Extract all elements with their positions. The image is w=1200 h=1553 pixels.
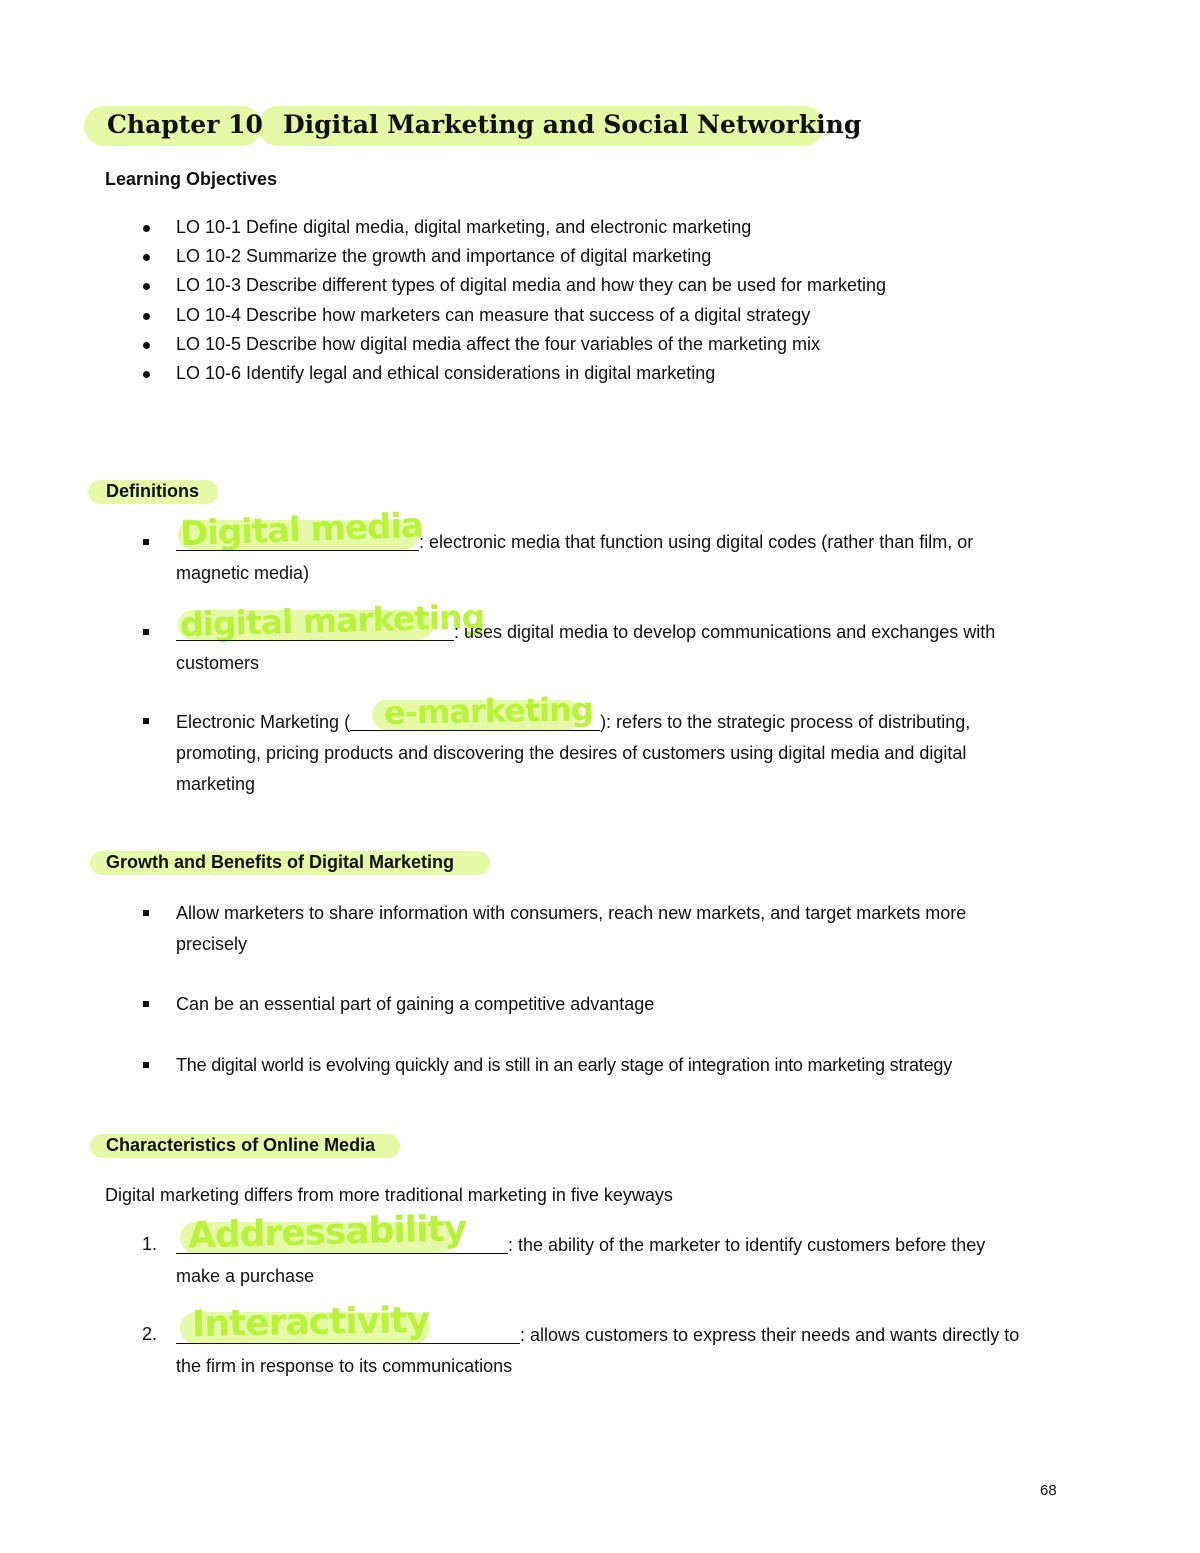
- definition-text: Electronic Marketing ( ): refers to the strategic process of distributing, promoting, pricing products and discovering the desires of customers using digital media and digital marketing: [176, 712, 971, 794]
- chapter-number: Chapter 10: [107, 110, 263, 139]
- learning-objectives-list: [140, 213, 886, 388]
- page-number: 68: [1040, 1482, 1057, 1499]
- bullet-square: [143, 910, 149, 916]
- handwritten-answer: Interactivity: [191, 1299, 430, 1346]
- characteristic-text: : allows customers to express their needs and wants directly to the firm in response to its communications: [176, 1325, 1020, 1376]
- fill-in-blank: [176, 620, 454, 641]
- growth-item: Allow marketers to share information with consumers, reach new markets, and target markets more precisely: [176, 903, 967, 954]
- bullet-square: [143, 1062, 149, 1068]
- handwritten-answer: Addressability: [187, 1208, 467, 1257]
- fill-in-blank: [176, 1233, 508, 1254]
- list-item: LO 10-4 Describe how marketers can measure that success of a digital strategy: [140, 301, 886, 330]
- list-item: LO 10-6 Identify legal and ethical considerations in digital marketing: [140, 359, 886, 388]
- list-item: LO 10-2 Summarize the growth and importance of digital marketing: [140, 242, 886, 271]
- bullet-square: [143, 539, 149, 545]
- handwritten-answer: Digital media: [179, 505, 424, 555]
- fill-in-blank: [176, 530, 419, 551]
- bullet-square: [143, 1001, 149, 1007]
- handwritten-answer: e-marketing: [383, 690, 594, 732]
- list-number: 2.: [142, 1324, 158, 1344]
- chapter-title: Digital Marketing and Social Networking: [283, 110, 862, 139]
- bullet-square: [143, 718, 149, 724]
- list-item: LO 10-1 Define digital media, digital marketing, and electronic marketing: [140, 213, 886, 242]
- growth-item: Can be an essential part of gaining a competitive advantage: [176, 994, 655, 1014]
- fill-in-blank: [350, 710, 600, 731]
- growth-item: The digital world is evolving quickly and is still in an early stage of integration into marketing strategy: [176, 1055, 952, 1075]
- characteristics-heading: Characteristics of Online Media: [106, 1135, 376, 1155]
- handwritten-answer: digital marketing: [179, 597, 485, 644]
- list-item: LO 10-3 Describe different types of digital media and how they can be used for marketing: [140, 271, 886, 300]
- definitions-heading: Definitions: [106, 481, 199, 501]
- definition-text: : uses digital media to develop communications and exchanges with customers: [176, 622, 996, 673]
- list-number: 1.: [142, 1234, 158, 1254]
- growth-heading: Growth and Benefits of Digital Marketing: [106, 852, 455, 872]
- characteristic-text: : the ability of the marketer to identify customers before they make a purchase: [176, 1235, 986, 1286]
- bullet-square: [143, 629, 149, 635]
- learning-objectives-heading: Learning Objectives: [105, 169, 278, 189]
- list-item: LO 10-5 Describe how digital media affect the four variables of the marketing mix: [140, 330, 886, 359]
- definition-text: : electronic media that function using digital codes (rather than film, or magnetic media): [176, 532, 974, 583]
- characteristics-intro: Digital marketing differs from more traditional marketing in five keyways: [105, 1185, 673, 1205]
- fill-in-blank: [176, 1323, 520, 1344]
